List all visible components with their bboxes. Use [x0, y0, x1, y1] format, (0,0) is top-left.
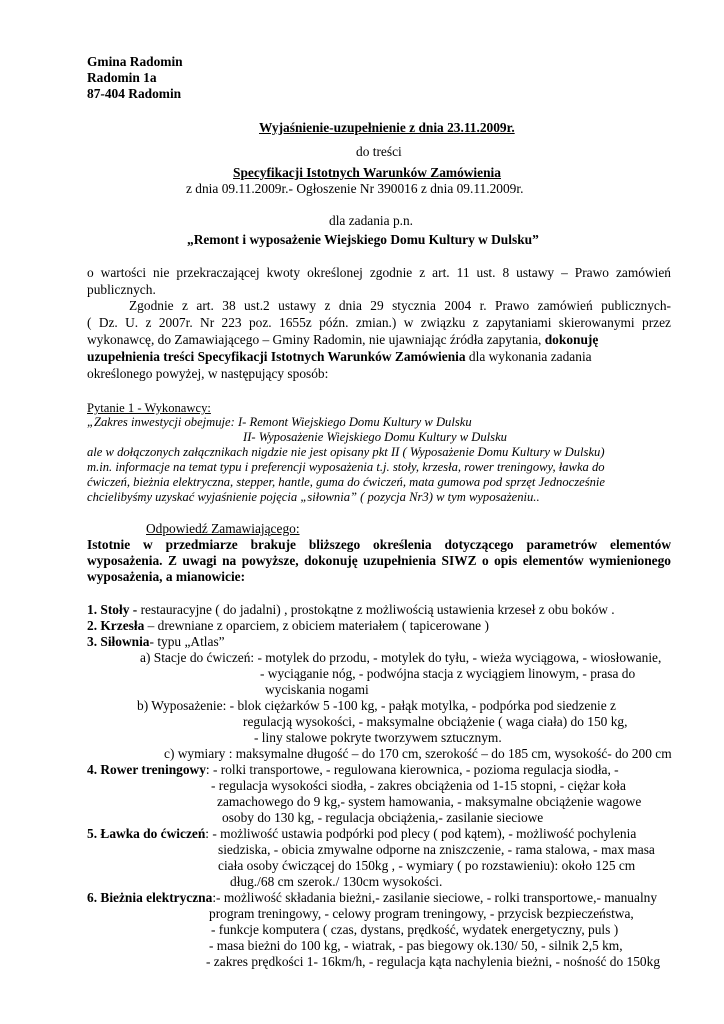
silownia-a-line-3: wyciskania nogami	[265, 682, 369, 697]
biezn-line-4: - masa bieżni do 100 kg, - wiatrak, - pas biegowy ok.130/ 50, - silnik 2,5 km,	[209, 938, 623, 953]
item-rower-label: 4. Rower treningowy	[87, 762, 206, 777]
answer-label: Odpowiedź Zamawiającego:	[146, 521, 300, 536]
document-title: Wyjaśnienie-uzupełnienie z dnia 23.11.2009r.	[259, 120, 515, 135]
intro-line-6	[87, 349, 592, 365]
task-name: „Remont i wyposażenie Wiejskiego Domu Kultury w Dulsku”	[187, 232, 539, 247]
lawka-line-2: siedziska, - obicia zmywalne odporne na zniszczenie, - rama stalowa, - max masa	[218, 842, 655, 857]
item-silownia-label: 3. Siłownia	[87, 634, 150, 649]
biezn-line-2: program treningowy, - celowy program treningowy, - przycisk bezpieczeństwa,	[209, 906, 634, 921]
answer-line-3: wyposażenia, a mianowicie:	[87, 569, 246, 584]
intro-line-6-bold: uzupełnienia treści Specyfikacji Istotnych Warunków Zamówienia	[87, 349, 466, 364]
rower-line-2: - regulacja wysokości siodła, - zakres obciążenia od 1-15 stopni, - ciężar koła	[211, 778, 626, 793]
question-line-2: II- Wyposażenie Wiejskiego Domu Kultury w Dulsku	[243, 430, 507, 444]
question-line-6: chcielibyśmy uzyskać wyjaśnienie pojęcia „siłownia” ( pozycja Nr3) w tym wyposażeniu..	[87, 490, 540, 504]
document-subtitle: do treści	[356, 144, 402, 159]
sender-address: Radomin 1a	[87, 70, 157, 85]
spec-date-line: z dnia 09.11.2009r.- Ogłoszenie Nr 390016 z dnia 09.11.2009r.	[186, 181, 524, 196]
lawka-line-3: ciała osoby ćwiczącej do 150kg , - wymiary ( po rozstawieniu): około 125 cm	[218, 858, 636, 873]
rower-line-3: zamachowego do 9 kg,- system hamowania, - maksymalne obciążenie wagowe	[217, 794, 642, 809]
question-line-4: m.in. informacje na temat typu i preferencji wyposażenia t.j. stoły, krzesła, rower treningowy, ławka do	[87, 460, 605, 474]
item-stoly-label: 1. Stoły -	[87, 602, 138, 617]
item-silownia	[87, 634, 225, 650]
intro-line-5-bold: dokonuję	[544, 332, 599, 347]
item-krzesla-label: 2. Krzesła	[87, 618, 145, 633]
item-stoly-text: restauracyjne ( do jadalni) , prostokątne z możliwością ustawienia krzeseł z obu boków .	[137, 602, 615, 617]
sender-name: Gmina Radomin	[87, 54, 183, 69]
rower-line-4: osoby do 130 kg, - regulacja obciążenia,- zasilanie sieciowe	[222, 810, 544, 825]
question-line-3: ale w dołączonych załącznikach nigdzie nie jest opisany pkt II ( Wyposażenie Domu Kultury w Dulsku)	[87, 445, 605, 459]
sender-postcode: 87-404 Radomin	[87, 86, 182, 101]
question-line-5: ćwiczeń, bieżnia elektryczna, stepper, hantle, guma do ćwiczeń, mata gumowa pod sprzęt Jednocześnie	[87, 475, 605, 489]
intro-line-4: ( Dz. U. z 2007r. Nr 223 poz. 1655z późn. zmian.) w związku z zapytaniami skierowanymi przez	[87, 315, 671, 330]
intro-line-2: publicznych.	[87, 282, 156, 297]
item-rower-text: : - rolki transportowe, - regulowana kierownica, - pozioma regulacja siodła, -	[205, 762, 619, 777]
item-lawka-text: : - możliwość ustawia podpórki pod plecy ( pod kątem), - możliwość pochylenia	[205, 826, 637, 841]
item-lawka-label: 5. Ławka do ćwiczeń	[87, 826, 206, 841]
question-line-1: „Zakres inwestycji obejmuje: I- Remont Wiejskiego Domu Kultury w Dulsku	[87, 415, 472, 429]
intro-line-3: Zgodnie z art. 38 ust.2 ustawy z dnia 29 stycznia 2004 r. Prawo zamówień publicznych-	[129, 298, 671, 313]
silownia-b-line-2: regulacją wysokości, - maksymalne obciążenie ( waga ciała) do 150 kg,	[243, 714, 628, 729]
question-label: Pytanie 1 - Wykonawcy:	[87, 401, 211, 415]
spec-title: Specyfikacji Istotnych Warunków Zamówienia	[233, 165, 501, 180]
silownia-c-line-1: c) wymiary : maksymalne długość – do 170 cm, szerokość – do 185 cm, wysokość- do 200 cm	[164, 746, 672, 761]
biezn-line-3: - funkcje komputera ( czas, dystans, prędkość, wydatek energetyczny, puls )	[211, 922, 619, 937]
answer-line-1: Istotnie w przedmiarze brakuje bliższego określenia dotyczącego parametrów elementów	[87, 537, 671, 552]
item-rower	[87, 762, 619, 778]
intro-line-5-text: wykonawcę, do Zamawiającego – Gminy Radomin, nie ujawniając źródła zapytania,	[87, 332, 545, 347]
intro-line-5	[87, 332, 671, 348]
task-label: dla zadania p.n.	[329, 213, 414, 228]
silownia-a-line-2: - wyciąganie nóg, - podwójna stacja z wyciągiem linowym, - prasa do	[260, 666, 636, 681]
intro-line-7: określonego powyżej, w następujący sposób:	[87, 366, 329, 381]
answer-line-2: wyposażenia. Z uwagi na powyższe, dokonuję uzupełnienia SIWZ o opis elementów wymienionego	[87, 553, 671, 568]
item-biezn-label: 6. Bieżnia elektryczna	[87, 890, 213, 905]
item-lawka	[87, 826, 636, 842]
intro-line-1: o wartości nie przekraczającej kwoty określonej zgodnie z art. 11 ust. 8 ustawy – Prawo zamówień	[87, 265, 671, 280]
silownia-b-line-1: b) Wyposażenie: - blok ciężarków 5 -100 kg, - pałąk motylka, - podpórka pod siedzenie z	[137, 698, 616, 713]
lawka-line-4: dług./68 cm szerok./ 130cm wysokości.	[230, 874, 443, 889]
item-krzesla	[87, 618, 489, 634]
silownia-b-line-3: - liny stalowe pokryte tworzywem sztucznym.	[254, 730, 502, 745]
intro-line-6-text: dla wykonania zadania	[465, 349, 592, 364]
item-stoly	[87, 602, 615, 618]
silownia-a-line-1: a) Stacje do ćwiczeń: - motylek do przodu, - motylek do tyłu, - wieża wyciągowa, - wiosłowanie,	[140, 650, 662, 665]
item-krzesla-text: – drewniane z oparciem, z obiciem materiałem ( tapicerowane )	[144, 618, 489, 633]
biezn-line-5: - zakres prędkości 1- 16km/h, - regulacja kąta nachylenia bieżni, - nośność do 150kg	[206, 954, 661, 969]
item-silownia-text: - typu „Atlas”	[149, 634, 225, 649]
item-biezn-text: :- możliwość składania bieżni,- zasilanie sieciowe, - rolki transportowe,- manualny	[212, 890, 658, 905]
item-biezn	[87, 890, 657, 906]
